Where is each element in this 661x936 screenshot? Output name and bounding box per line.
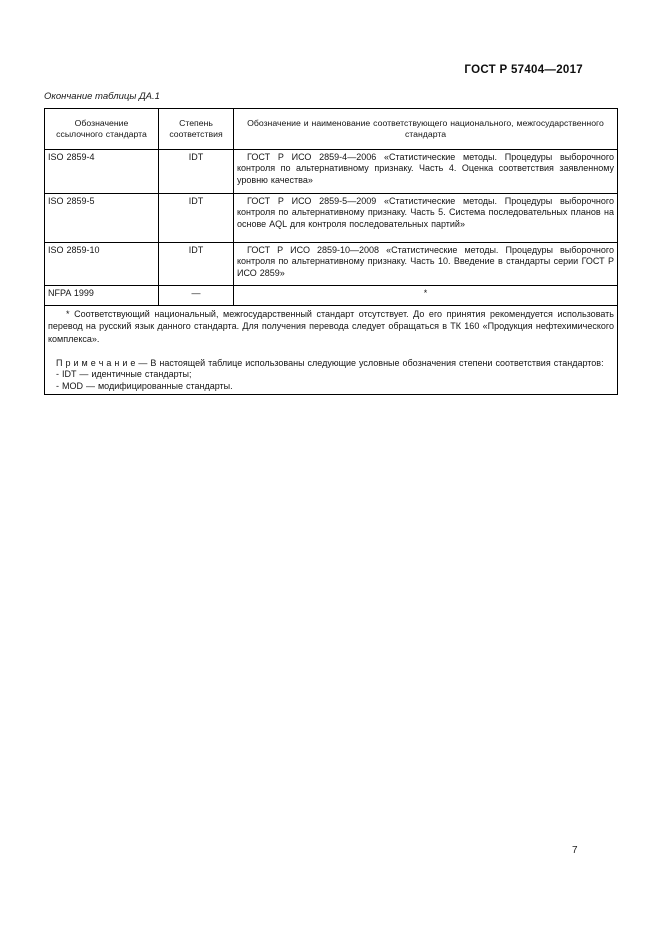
standard-description: ГОСТ Р ИСО 2859-5—2009 «Статистические методы. Процедуры выборочного контроля по альтернативному признаку. Часть 5. Система последовательных планов на основе AQL для контроля последовательных партий» (237, 196, 614, 229)
table-notes-row (45, 306, 618, 395)
cell-national-standard (234, 194, 618, 243)
conformity-table (44, 108, 618, 395)
column-header-conformity-degree: Степень соответствия (159, 109, 234, 150)
column-header-national-standard: Обозначение и наименование соответствующего национального, межгосударственного стандарта (234, 109, 618, 150)
cell-conformity-degree: — (159, 286, 234, 306)
table-notes-cell (45, 306, 618, 395)
table-note: П р и м е ч а н и е — В настоящей таблице использованы следующие условные обозначения степени соответствия стандартов: (56, 358, 604, 369)
cell-reference-standard: ISO 2859-4 (45, 150, 159, 194)
cell-reference-standard: ISO 2859-5 (45, 194, 159, 243)
cell-reference-standard: NFPA 1999 (45, 286, 159, 306)
table-row (45, 194, 618, 243)
cell-national-standard (234, 150, 618, 194)
document-number: ГОСТ Р 57404—2017 (464, 64, 583, 76)
cell-national-standard: * (234, 286, 618, 306)
table-caption: Окончание таблицы ДА.1 (44, 91, 160, 102)
table-row (45, 286, 618, 306)
table-footnote: * Соответствующий национальный, межгосударственный стандарт отсутствует. До его принятия рекомендуется использовать перевод на русский язык данного стандарта. Для получения перевода следует обращаться в ТК 160 «Продукция нефтехимического комплекса». (48, 309, 614, 344)
cell-conformity-degree: IDT (159, 194, 234, 243)
cell-national-standard (234, 243, 618, 286)
table-row (45, 243, 618, 286)
table-row (45, 150, 618, 194)
column-header-reference-standard: Обозначение ссылочного стандарта (45, 109, 159, 150)
standard-description: ГОСТ Р ИСО 2859-10—2008 «Статистические методы. Процедуры выборочного контроля по альтернативному признаку. Часть 10. Введение в стандарты серии ГОСТ Р ИСО 2859» (237, 245, 614, 278)
standard-description: ГОСТ Р ИСО 2859-4—2006 «Статистические методы. Процедуры выборочного контроля по альтернативному признаку. Часть 4. Оценка соответствия заявленному уровню качества» (237, 152, 614, 185)
note-item-idt: - IDT — идентичные стандарты; (56, 369, 192, 380)
table-header-row (45, 109, 618, 150)
cell-reference-standard: ISO 2859-10 (45, 243, 159, 286)
cell-conformity-degree: IDT (159, 150, 234, 194)
note-item-mod: - MOD — модифицированные стандарты. (56, 380, 233, 391)
page-number: 7 (572, 845, 578, 856)
cell-conformity-degree: IDT (159, 243, 234, 286)
